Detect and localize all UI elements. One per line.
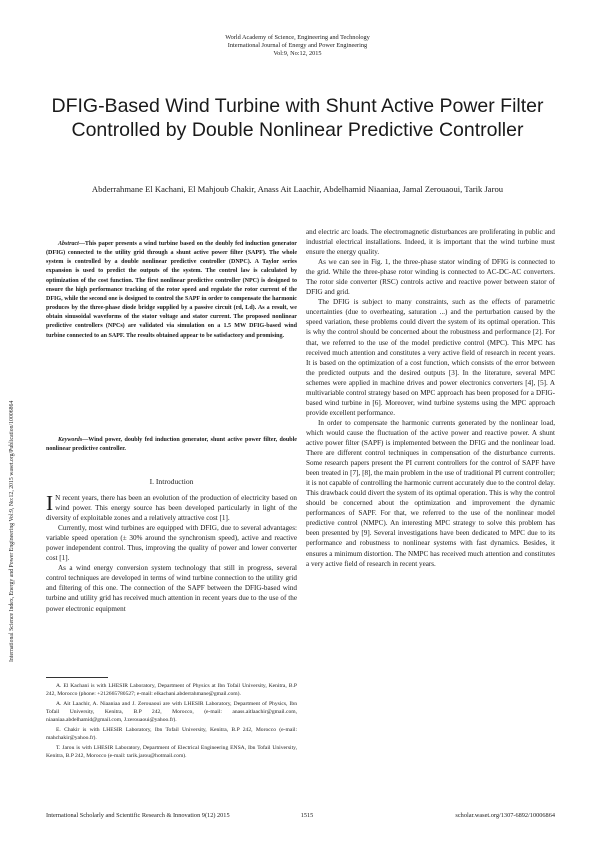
body-paragraph: As we can see in Fig. 1, the three-phase stator winding of DFIG is connected to the grid. While the three-phase rotor winding is connected to AC-DC-AC converters. The rotor side converter (RSC) controls active and reactive power between stator of DFIG and grid. — [306, 258, 555, 297]
intro-paragraph-2: Currently, most wind turbines are equipped with DFIG, due to several advantages: variable speed operation (± 30% around the synchronism speed), active and reactive power independent control. Thus, improving the quality of power and lower converter cost [1]. — [46, 524, 297, 563]
author-list: Abderrahmane El Kachani, El Mahjoub Chakir, Anass Ait Laachir, Abdelhamid Niaaniaa, Jamal Zerouaoui, Tarik Jarou — [91, 184, 504, 194]
footnote-item: A. El Kachani is with LHESIR Laboratory, Department of Physics at Ibn Tofail University, Kenitra, B.P 242, Morocco (phone: +212665780527; e-mail: elkachani.abderrahmane@gmail.com). — [46, 683, 297, 697]
body-paragraph: and electric arc loads. The electromagnetic disturbances are proliferating in public and industrial electrical installations. Indeed, it is important that the wind turbine must ensure the energy quality. — [306, 228, 555, 257]
keywords-text: —Wind power, doubly fed induction generator, shunt active power filter, double nonlinear predictive controller. — [46, 437, 297, 453]
drop-cap-letter: I — [46, 491, 54, 515]
abstract-text: —This paper presents a wind turbine based on the doubly fed induction generator (DFIG) connected to the utility grid through a shunt active power filter (SAPF). The whole system is controlled by a double nonlinear predictive controller (DNPC). A Taylor series expansion is used to predict the outputs of the system. The control law is calculated by optimization of the cost function. The first nonlinear predictive controller (NPC) is designed to ensure the high performance tracking of the rotor speed and regulate the rotor current of the DFIG, while the second one is designed to control the SAPF in order to compensate the harmonic produces by the three-phase diode bridge supplied by a passive circuit (rd, Ld). As a result, we obtain sinusoidal waveforms of the stator voltage and stator current. The proposed nonlinear predictive controllers (NPCs) are validated via simulation on a 1.5 MW DFIG-based wind turbine connected to an SAPF. The results obtained appear to be satisfactory and promising. — [46, 241, 297, 339]
sidebar-index-strip — [8, 222, 18, 662]
paper-title: DFIG-Based Wind Turbine with Shunt Active Power Filter Controlled by Double Nonlinear Predictive Controller — [51, 95, 544, 141]
introduction-body — [46, 493, 297, 614]
right-column-body — [306, 227, 555, 569]
intro-paragraph-3: As a wind energy conversion system technology that still in progress, several control techniques are developed in terms of wind turbine connection to the utility grid and filtering of this one. The connection of the SAPF between the DFIG-based wind turbine and utility grid has received much attention in recent years due to the use of the power electronic equipment — [46, 564, 297, 613]
footnote-item: A. Ait Laachir, A. Niaaniaa and J. Zerouaoui are with LHESIR Laboratory, Department of Physics, Ibn Tofail University, Kenitra, B.P 242, Morocco, (e-mail: anass.aitlaachir@gmail.com, niaaniaa.abdelhamid@gmail.com, J.zerouaoui@yahoo.fr). — [46, 701, 297, 723]
footnote-item: T. Jarou is with LHESIR Laboratory, Department of Electrical Engineering ENSA, Ibn Tofail University, Kenitra, B.P 242, Morocco (e-mail: tarik.jarou@hotmail.com). — [46, 745, 297, 759]
footnote-item: E. Chakir is with LHESIR Laboratory, Ibn Tofail University, Kenitra, B.P 242, Morocco (e-mail: mahchakir@yahoo.fr). — [46, 727, 297, 741]
section-heading-introduction: I. Introduction — [149, 477, 194, 486]
abstract-label: Abstract — [58, 241, 79, 247]
footer-doi-link[interactable]: scholar.waset.org/1307-6892/10006864 — [455, 812, 555, 819]
body-paragraph: The DFIG is subject to many constraints, such as the effects of parametric uncertainties (due to overheating, saturation ...) and the perturbation caused by the speed variation, these problems could divert the system of its optimal operation. This is why the control should be concerned about the robustness and performance [2]. For that, we referred to the use of the model predictive control (MPC). This MPC has received much attention and constitutes a very active field of research in recent years. It is based on the optimization of a cost function, which consists of the error between the predicted outputs and the desired outputs [3]. In the literature, several MPC schemes were applied in machine drives and power electronics converters [4], [5]. A multivariable control strategy based on MPC approach has been proposed for a DFIG-based wind turbine in [6]. Moreover, wind turbine systems using the MPC approach provide excellent performance. — [306, 298, 555, 417]
keywords-block — [46, 436, 297, 454]
journal-header — [0, 34, 595, 59]
author-footnotes — [46, 682, 297, 762]
header-line-publisher: World Academy of Science, Engineering and Technology — [225, 34, 370, 41]
sidebar-index-text: International Science Index, Energy and Power Engineering Vol:9, No:12, 2015 waset.org/Publication/10006864 — [9, 400, 15, 662]
body-paragraph: In order to compensate the harmonic currents generated by the nonlinear load, which would cause the fluctuation of the active power and reactive power. A shunt active power filter (SAPF) is implemented between the DFIG and the nonlinear load. There are different control techniques in compensation of the disturbance currents. Some research papers present the PI current controllers for the control of SAPF have been treated in [7], [8], the main problem in the use of traditional PI current controller; it is not capable of controlling the harmonic current accurately due to the control delay. This drawback could divert the system of its optimal operation. This is why the control should be concerned about the optimization and improvement the dynamic performances of SAPF. For that, we referred to the use of the nonlinear model predictive control (NMPC). An interesting MPC strategy to solve this problem has been presented by [9]. Several investigations have been dedicated to MPC due to its performance and robustness to nonlinear systems with fast dynamics. Besides, it ensures a minimum distortion. The NMPC has received much attention and constitutes a very active field of research in recent years. — [306, 418, 555, 568]
header-line-journal: International Journal of Energy and Power Engineering — [227, 42, 368, 50]
intro-paragraph-1: N recent years, there has been an evolution of the production of electricity based on wind power. This energy source has been developed particularly in light of the diversity of exploitable zones and a relatively attractive cost [1]. — [46, 494, 297, 523]
footnote-divider — [46, 677, 108, 678]
keywords-label: Keywords — [58, 437, 83, 443]
header-line-volume: Vol:9, No:12, 2015 — [273, 50, 322, 58]
footer-publisher: International Scholarly and Scientific Research & Innovation 9(12) 2015 — [46, 812, 230, 819]
page-number: 1515 — [300, 812, 314, 819]
abstract-block — [46, 240, 297, 341]
